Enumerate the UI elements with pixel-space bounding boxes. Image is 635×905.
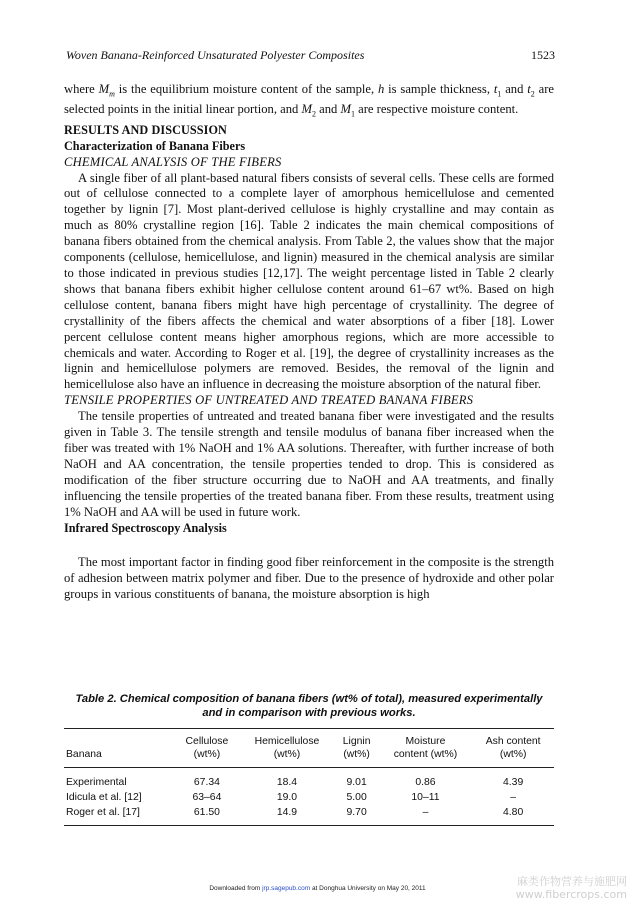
article-body <box>64 82 554 603</box>
header-ash: Ash content (wt%) <box>485 736 541 760</box>
header-moisture: Moisture content (wt%) <box>393 736 458 760</box>
header-banana: Banana <box>66 749 102 760</box>
table-cell: – <box>510 792 517 803</box>
table-cell: Experimental <box>66 777 127 788</box>
table-row <box>64 790 554 805</box>
header-cellulose: Cellulose (wt%) <box>185 736 229 760</box>
table-cell: 61.50 <box>193 807 220 818</box>
table-cell: Idicula et al. [12] <box>66 792 142 803</box>
characterization-heading: Characterization of Banana Fibers <box>64 138 246 153</box>
table-cell: 63–64 <box>192 792 222 803</box>
table-cell: 9.01 <box>346 777 367 788</box>
results-heading: RESULTS AND DISCUSSION <box>64 122 227 137</box>
table-cell: 0.86 <box>415 777 436 788</box>
page-number: 1523 <box>531 48 555 62</box>
table-cell: 14.9 <box>276 807 298 818</box>
chemical-analysis-heading: CHEMICAL ANALYSIS OF THE FIBERS <box>64 154 282 169</box>
composition-table <box>64 728 554 826</box>
table-row <box>64 805 554 826</box>
header-hemicellulose: Hemicellulose (wt%) <box>254 736 320 760</box>
watermark: 麻类作物营养与施肥网 www.fibercrops.com <box>515 875 627 901</box>
table-caption: Table 2. Chemical composition of banana fibers (wt% of total), measured experimentally and in comparison with previous works. <box>75 693 543 719</box>
table-header-row <box>64 729 554 768</box>
table-cell: 67.34 <box>193 777 220 788</box>
tensile-heading: TENSILE PROPERTIES OF UNTREATED AND TREATED BANANA FIBERS <box>64 393 474 408</box>
source-link[interactable]: jrp.sagepub.com <box>262 885 311 892</box>
table-cell: 10–11 <box>411 792 440 803</box>
tensile-paragraph: The tensile properties of untreated and treated banana fiber were investigated and the results given in Table 3. The tensile strength and tensile modulus of banana fiber increased when the fiber was treated with 1% NaOH and 1% AA solutions. Thereafter, with further increase of both NaOH and AA concentration, the tensile properties tended to drop. This is considered as modification of the fiber structure occurring due to NaOH and AA treatments, and finally influencing the tensile properties of the treated banana fiber. From these results, treatment using 1% NaOH and AA will be used in future work. <box>64 409 554 519</box>
table-row <box>64 768 554 791</box>
intro-paragraph: where $M_m$ is the equilibrium moisture content of the sample, h is sample thickness, $t_1$ and $t_2$ are selected points in the initial linear portion, and $M_2$ and $M_1$ are respective moisture content. <box>64 82 554 119</box>
running-header <box>66 48 555 66</box>
table-cell: – <box>422 807 429 818</box>
ir-heading: Infrared Spectroscopy Analysis <box>64 520 227 535</box>
chemical-analysis-paragraph: A single fiber of all plant-based natural fibers consists of several cells. These cells are formed out of cellulose connected to a complete layer of amorphous hemicellulose and cemented together by lignin [7]. Most plant-derived cellulose is highly crystalline and may contain as much as 80% crystalline region [16]. Table 2 indicates the main chemical compositions of banana fibers obtained from the chemical analysis. From Table 2, the values show that the major components (cellulose, hemicellulose, and lignin) measured in the chemical analysis are similar to those indicated in previous studies [12,17]. The weight percentage listed in Table 2 clearly shows that banana fibers exhibit higher cellulose content around 61–67 wt%. Based on high cellulose content, banana fibers might have high percentage of crystallinity. The degree of crystallinity of the fibers affects the chemical and water absorptions of a fiber [18]. Lower percent cellulose content means higher amorphous regions, which are more accessible to chemicals and water. According to Roger et al. [19], the degree of crystallinity increases as the lignin and hemicellulose polymers are removed. Besides, the removal of the lignin and hemicellulose also have an influence in decreasing the moisture absorption of the natural fiber. <box>64 170 554 392</box>
ir-paragraph: The most important factor in finding good fiber reinforcement in the composite is the strength of adhesion between matrix polymer and fiber. Due to the presence of hydroxide and other polar groups in various constituents of banana, the moisture absorption is high <box>64 555 554 602</box>
table-2 <box>64 692 554 826</box>
header-lignin: Lignin (wt%) <box>342 736 371 760</box>
table-cell: 4.39 <box>503 777 524 788</box>
table-cell: 5.00 <box>346 792 367 803</box>
table-cell: 18.4 <box>276 777 298 788</box>
table-cell: Roger et al. [17] <box>66 807 140 818</box>
table-cell: 4.80 <box>503 807 524 818</box>
table-cell: 19.0 <box>276 792 298 803</box>
table-cell: 9.70 <box>346 807 367 818</box>
running-title: Woven Banana-Reinforced Unsaturated Polyester Composites <box>66 48 365 62</box>
download-footer: Downloaded from jrp.sagepub.com at Donghua University on May 20, 2011 <box>209 885 426 892</box>
